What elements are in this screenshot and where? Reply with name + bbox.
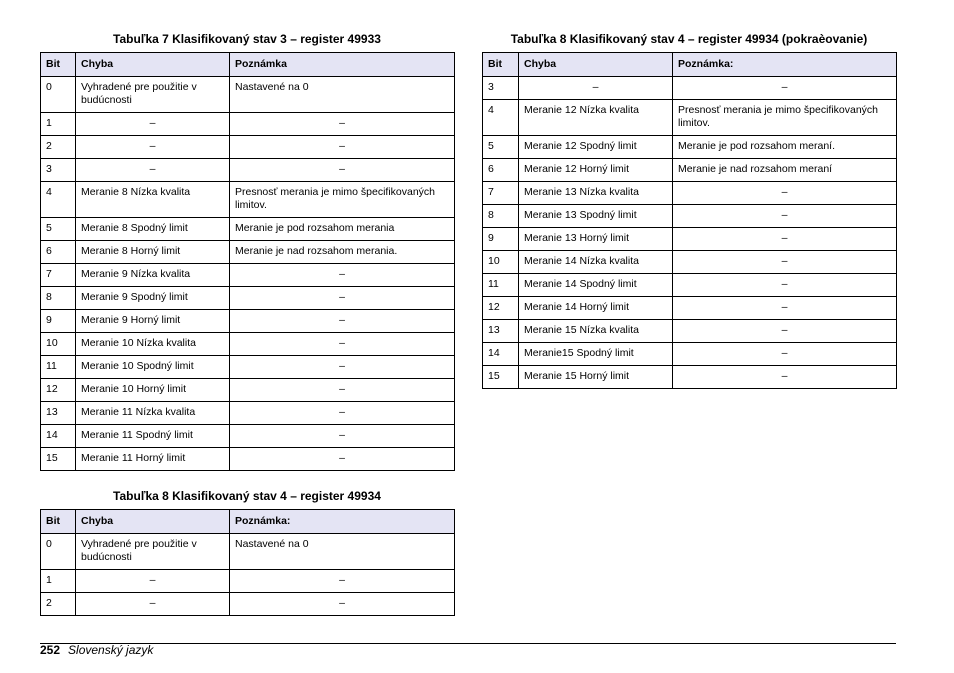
cell-note: –	[230, 264, 455, 287]
cell-bit: 5	[41, 218, 76, 241]
cell-bit: 13	[41, 402, 76, 425]
table-row	[41, 287, 455, 310]
cell-bit: 2	[41, 136, 76, 159]
column-header-note: Poznámka:	[230, 510, 455, 534]
cell-bit: 1	[41, 570, 76, 593]
cell-error: Meranie 9 Nízka kvalita	[76, 264, 230, 287]
cell-bit: 6	[41, 241, 76, 264]
cell-bit: 0	[41, 534, 76, 570]
table-header-row	[483, 53, 897, 77]
table-8-caption: Tabuľka 8 Klasifikovaný stav 4 – register 49934	[113, 489, 381, 503]
table-8-continued-caption: Tabuľka 8 Klasifikovaný stav 4 – register 49934 (pokraèovanie)	[510, 32, 868, 46]
cell-error: Meranie 12 Horný limit	[519, 159, 673, 182]
table-row	[483, 159, 897, 182]
cell-error: Meranie 11 Nízka kvalita	[76, 402, 230, 425]
column-header-error: Chyba	[519, 53, 673, 77]
cell-error: Meranie 14 Spodný limit	[519, 274, 673, 297]
cell-bit: 4	[483, 100, 519, 136]
table-header-row	[41, 53, 455, 77]
cell-note: –	[673, 366, 897, 389]
page-number: 252	[40, 643, 61, 657]
column-header-note: Poznámka	[230, 53, 455, 77]
table-row	[483, 320, 897, 343]
cell-error: –	[76, 570, 230, 593]
table-row	[483, 77, 897, 100]
cell-error: Meranie 10 Horný limit	[76, 379, 230, 402]
cell-bit: 2	[41, 593, 76, 616]
page-footer	[40, 643, 153, 657]
cell-note: –	[673, 205, 897, 228]
cell-note: –	[230, 113, 455, 136]
cell-note: –	[230, 425, 455, 448]
cell-error: Meranie 12 Nízka kvalita	[519, 100, 673, 136]
cell-bit: 4	[41, 182, 76, 218]
table-8-continued	[482, 52, 897, 389]
cell-bit: 5	[483, 136, 519, 159]
cell-note: Meranie je nad rozsahom meraní	[673, 159, 897, 182]
table-row	[41, 136, 455, 159]
table-7-caption: Tabuľka 7 Klasifikovaný stav 3 – register 49933	[113, 32, 381, 46]
table-row	[41, 310, 455, 333]
cell-bit: 15	[41, 448, 76, 471]
cell-note: –	[230, 448, 455, 471]
cell-note: –	[673, 297, 897, 320]
cell-bit: 8	[483, 205, 519, 228]
cell-bit: 6	[483, 159, 519, 182]
cell-bit: 11	[41, 356, 76, 379]
cell-error: Meranie 8 Spodný limit	[76, 218, 230, 241]
cell-error: –	[76, 136, 230, 159]
cell-error: Meranie 13 Nízka kvalita	[519, 182, 673, 205]
table-row	[483, 251, 897, 274]
cell-note: Nastavené na 0	[230, 534, 455, 570]
cell-error: Meranie 9 Spodný limit	[76, 287, 230, 310]
cell-bit: 11	[483, 274, 519, 297]
cell-bit: 14	[41, 425, 76, 448]
table-row	[41, 182, 455, 218]
cell-bit: 1	[41, 113, 76, 136]
cell-error: Meranie 15 Nízka kvalita	[519, 320, 673, 343]
cell-error: Meranie 11 Horný limit	[76, 448, 230, 471]
table-row	[483, 274, 897, 297]
cell-note: Meranie je nad rozsahom merania.	[230, 241, 455, 264]
column-header-bit: Bit	[41, 510, 76, 534]
cell-error: Vyhradené pre použitie v budúcnosti	[76, 77, 230, 113]
cell-bit: 15	[483, 366, 519, 389]
cell-bit: 3	[41, 159, 76, 182]
table-row	[483, 182, 897, 205]
column-header-bit: Bit	[41, 53, 76, 77]
column-header-error: Chyba	[76, 53, 230, 77]
cell-error: –	[76, 159, 230, 182]
footer-rule	[40, 643, 896, 644]
cell-note: –	[673, 77, 897, 100]
table-row	[41, 159, 455, 182]
cell-note: –	[673, 251, 897, 274]
cell-note: Nastavené na 0	[230, 77, 455, 113]
cell-note: –	[673, 343, 897, 366]
cell-note: –	[230, 159, 455, 182]
column-header-note: Poznámka:	[673, 53, 897, 77]
cell-note: –	[673, 228, 897, 251]
cell-error: Meranie 11 Spodný limit	[76, 425, 230, 448]
cell-bit: 14	[483, 343, 519, 366]
table-header-row	[41, 510, 455, 534]
cell-error: Meranie 10 Spodný limit	[76, 356, 230, 379]
footer-language: Slovenský jazyk	[68, 643, 154, 657]
table-row	[41, 448, 455, 471]
cell-note: –	[673, 274, 897, 297]
cell-bit: 8	[41, 287, 76, 310]
cell-note: –	[230, 570, 455, 593]
cell-bit: 9	[41, 310, 76, 333]
table-row	[483, 366, 897, 389]
table-row	[41, 218, 455, 241]
table-row	[483, 343, 897, 366]
cell-error: Vyhradené pre použitie v budúcnosti	[76, 534, 230, 570]
cell-error: Meranie 13 Spodný limit	[519, 205, 673, 228]
table-row	[41, 379, 455, 402]
table-row	[41, 534, 455, 570]
cell-error: Meranie 12 Spodný limit	[519, 136, 673, 159]
cell-note: –	[230, 333, 455, 356]
cell-bit: 13	[483, 320, 519, 343]
column-header-bit: Bit	[483, 53, 519, 77]
cell-error: Meranie15 Spodný limit	[519, 343, 673, 366]
cell-note: Meranie je pod rozsahom merania	[230, 218, 455, 241]
cell-error: –	[76, 113, 230, 136]
cell-bit: 0	[41, 77, 76, 113]
cell-note: –	[230, 593, 455, 616]
cell-note: –	[230, 402, 455, 425]
table-row	[41, 264, 455, 287]
cell-error: Meranie 8 Horný limit	[76, 241, 230, 264]
cell-error: Meranie 14 Horný limit	[519, 297, 673, 320]
cell-note: –	[230, 356, 455, 379]
cell-bit: 3	[483, 77, 519, 100]
table-row	[483, 136, 897, 159]
table-row	[41, 113, 455, 136]
cell-bit: 10	[483, 251, 519, 274]
column-header-error: Chyba	[76, 510, 230, 534]
cell-note: –	[230, 136, 455, 159]
table-row	[41, 241, 455, 264]
table-row	[483, 228, 897, 251]
cell-note: –	[673, 320, 897, 343]
cell-error: Meranie 15 Horný limit	[519, 366, 673, 389]
table-8	[40, 509, 455, 616]
cell-note: –	[230, 379, 455, 402]
cell-note: –	[230, 287, 455, 310]
table-row	[41, 356, 455, 379]
cell-error: Meranie 13 Horný limit	[519, 228, 673, 251]
cell-note: –	[230, 310, 455, 333]
cell-note: Meranie je pod rozsahom meraní.	[673, 136, 897, 159]
cell-bit: 12	[41, 379, 76, 402]
table-row	[41, 402, 455, 425]
table-row	[41, 333, 455, 356]
table-row	[41, 77, 455, 113]
table-row	[41, 425, 455, 448]
cell-error: Meranie 8 Nízka kvalita	[76, 182, 230, 218]
cell-error: Meranie 14 Nízka kvalita	[519, 251, 673, 274]
cell-error: –	[76, 593, 230, 616]
cell-bit: 7	[483, 182, 519, 205]
table-row	[483, 205, 897, 228]
cell-note: –	[673, 182, 897, 205]
cell-bit: 10	[41, 333, 76, 356]
table-7	[40, 52, 455, 471]
cell-note: Presnosť merania je mimo špecifikovaných limitov.	[230, 182, 455, 218]
cell-bit: 7	[41, 264, 76, 287]
cell-note: Presnosť merania je mimo špecifikovaných limitov.	[673, 100, 897, 136]
cell-bit: 12	[483, 297, 519, 320]
cell-error: Meranie 9 Horný limit	[76, 310, 230, 333]
cell-error: –	[519, 77, 673, 100]
table-row	[41, 593, 455, 616]
table-row	[41, 570, 455, 593]
table-row	[483, 297, 897, 320]
cell-bit: 9	[483, 228, 519, 251]
cell-error: Meranie 10 Nízka kvalita	[76, 333, 230, 356]
table-row	[483, 100, 897, 136]
